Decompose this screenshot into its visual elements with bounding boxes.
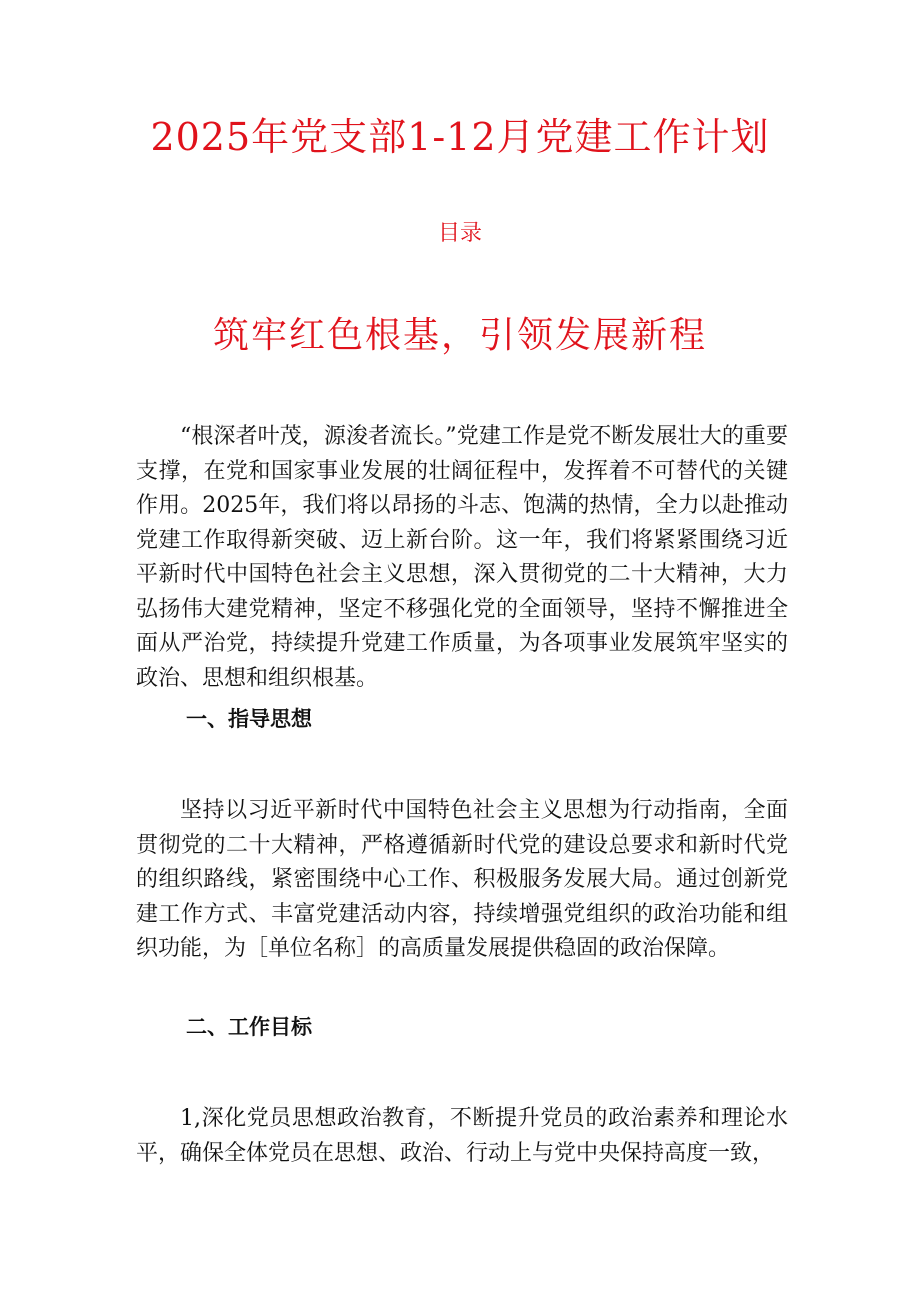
intro-paragraph: “根深者叶茂，源浚者流长。”党建工作是党不断发展壮大的重要支撑，在党和国家事业发展的壮阔征程中，发挥着不可替代的关键作用。2025年，我们将以昂扬的斗志、饱满的热情，全力以赴推动党建工作取得新突破、迈上新台阶。这一年，我们将紧紧围绕习近平新时代中国特色社会主义思想，深入贯彻党的二十大精神，大力弘扬伟大建党精神，坚定不移强化党的全面领导，坚持不懈推进全面从严治党，持续提升党建工作质量，为各项事业发展筑牢坚实的政治、思想和组织根基。 — [136, 424, 788, 691]
section-paragraph-guiding-ideology: 坚持以习近平新时代中国特色社会主义思想为行动指南，全面贯彻党的二十大精神，严格遵循新时代党的建设总要求和新时代党的组织路线，紧密围绕中心工作、积极服务发展大局。通过创新党建工作方式、丰富党建活动内容，持续增强党组织的政治功能和组织功能，为［单位名称］的高质量发展提供稳固的政治保障。 — [136, 798, 788, 961]
section-paragraph-work-goals: 1,深化党员思想政治教育，不断提升党员的政治素养和理论水平，确保全体党员在思想、政治、行动上与党中央保持高度一致， — [136, 1106, 788, 1166]
document-title: 2025年党支部1-12月党建工作计划 — [150, 115, 770, 159]
section-heading-work-goals: 二、工作目标 — [186, 1015, 312, 1039]
toc-label[interactable]: 目录 — [437, 221, 482, 246]
section-heading-guiding-ideology: 一、指导思想 — [186, 707, 312, 731]
document-subtitle: 筑牢红色根基，引领发展新程 — [212, 315, 707, 356]
